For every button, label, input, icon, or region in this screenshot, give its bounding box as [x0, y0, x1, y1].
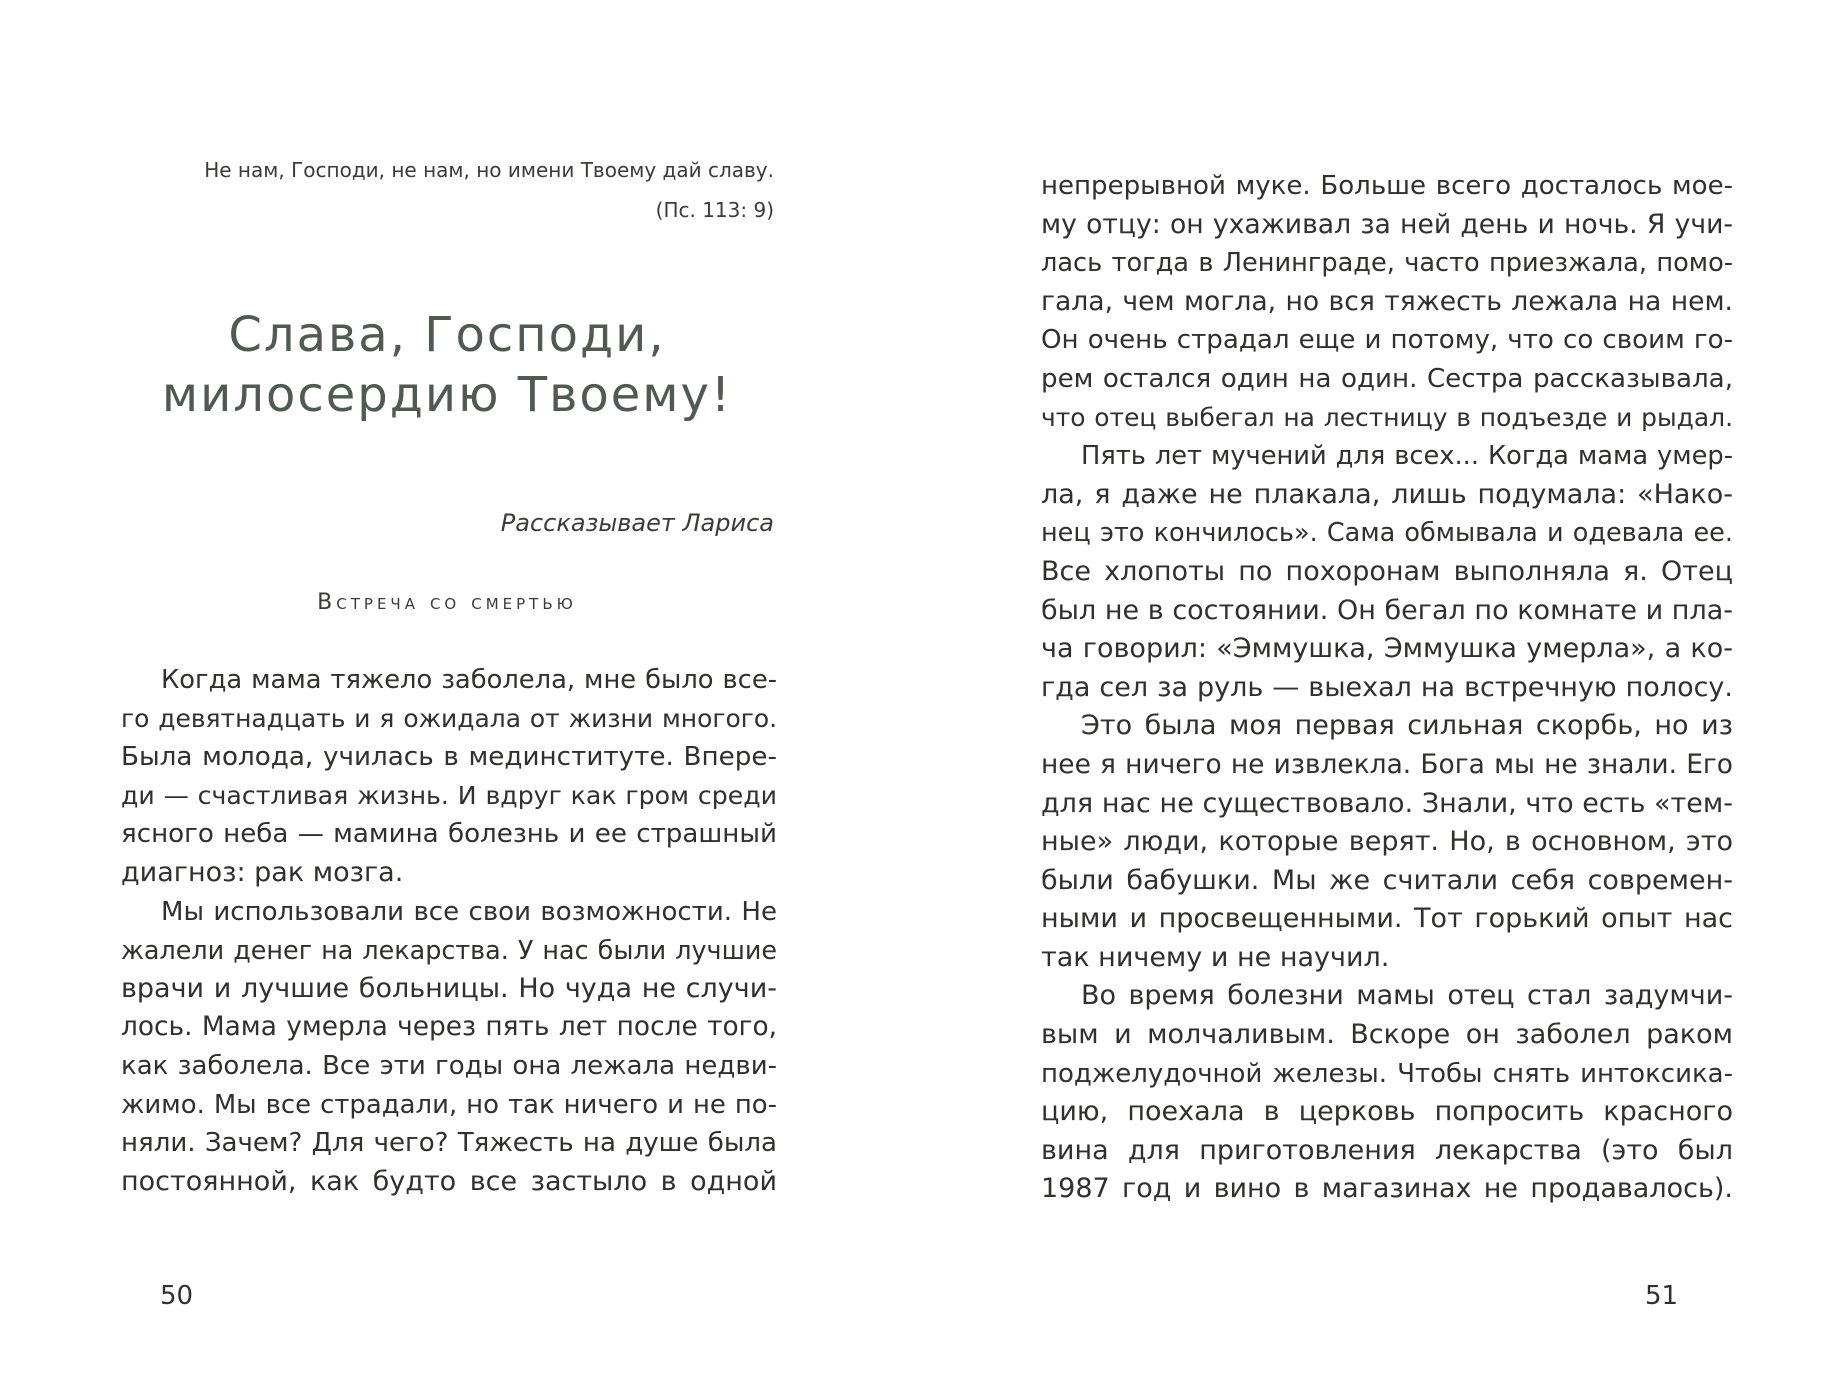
text-line: поджелудочной железы. Чтобы снять интоксика-	[1041, 1058, 1733, 1089]
text-line: Во время болезни мамы отец стал задумчи-	[1081, 980, 1733, 1012]
text-line: ными и просвещенными. Тот горький опыт нас	[1041, 903, 1733, 935]
text-line: диагноз: рак мозга.	[121, 856, 404, 888]
text-line: жимо. Мы все страдали, но так ничего и не по-	[121, 1089, 777, 1120]
text-line: ла, я даже не плакала, лишь подумала: «Нако-	[1041, 478, 1733, 510]
text-line: был не в состоянии. Он бегал по комнате и пла-	[1041, 594, 1733, 626]
text-line: Все хлопоты по похоронам выполняла я. Отец	[1041, 555, 1733, 587]
text-line: му отцу: он ухаживал за ней день и ночь. Я учи-	[1041, 208, 1733, 240]
text-line: нее я ничего не извлекла. Бога мы не знали. Его	[1041, 748, 1733, 780]
right-body-text	[1041, 167, 1733, 1209]
text-line: непрерывной муке. Больше всего досталось мое-	[1041, 171, 1733, 201]
left-body-text	[121, 661, 777, 1201]
page-number: 51	[1645, 1281, 1679, 1311]
section-title: Встреча со смертью	[317, 590, 577, 615]
text-line: нец это кончилось». Сама обмывала и одевала ее.	[1041, 518, 1733, 549]
text-line: 1987 год и вино в магазинах не продавалось).	[1041, 1173, 1733, 1205]
right-page	[911, 0, 1823, 1400]
page-number: 50	[160, 1281, 194, 1311]
text-line: Он очень страдал еще и потому, что со своим го-	[1041, 325, 1733, 356]
narrator-attribution: Рассказывает Лариса	[500, 509, 774, 537]
text-line: как заболела. Все эти годы она лежала недви-	[121, 1050, 777, 1081]
text-line: гда сел за руль — выехал на встречную полосу.	[1041, 671, 1733, 703]
text-line: ясного неба — мамина болезнь и ее страшный	[121, 819, 777, 850]
text-line: гала, чем могла, но вся тяжесть лежала на нем.	[1041, 285, 1733, 317]
text-line: ча говорил: «Эммушка, Эммушка умерла», а ко-	[1041, 633, 1733, 665]
text-line: рем остался один на один. Сестра рассказывала,	[1041, 363, 1733, 394]
text-line: были бабушки. Мы же считали себя современ-	[1041, 864, 1733, 896]
epigraph-quote: Не нам, Господи, не нам, но имени Твоему дай славу.	[204, 158, 774, 182]
text-line: лась тогда в Ленинграде, часто приезжала, помо-	[1041, 248, 1733, 279]
text-line: жалели денег на лекарства. У нас были лучшие	[121, 935, 777, 966]
text-line: Это была моя первая сильная скорбь, но из	[1081, 710, 1733, 742]
left-page	[0, 0, 911, 1400]
chapter-title-line: милосердию Твоему!	[161, 367, 733, 423]
text-line: няли. Зачем? Для чего? Тяжесть на душе была	[121, 1128, 777, 1159]
text-line: что отец выбегал на лестницу в подъезде и рыдал.	[1041, 402, 1733, 432]
text-line: вым и молчаливым. Вскоре он заболел раком	[1041, 1019, 1733, 1051]
text-line: Была молода, училась в мединституте. Впере-	[121, 742, 777, 773]
text-line: го девятнадцать и я ожидала от жизни многого.	[121, 703, 777, 733]
text-line: ди — счастливая жизнь. И вдруг как гром среди	[121, 780, 777, 810]
chapter-title-line: Слава, Господи,	[228, 307, 666, 363]
text-line: Пять лет мучений для всех... Когда мама умер-	[1081, 441, 1733, 472]
text-line: Когда мама тяжело заболела, мне было все-	[161, 665, 777, 695]
text-line: лось. Мама умерла через пять лет после того,	[121, 1011, 777, 1043]
text-line: цию, поехала в церковь попросить красного	[1041, 1096, 1733, 1128]
text-line: для нас не существовало. Знали, что есть «тем-	[1041, 787, 1733, 819]
text-line: ные» люди, которые верят. Но, в основном, это	[1041, 826, 1733, 858]
epigraph-reference: (Пс. 113: 9)	[655, 198, 774, 222]
chapter-title	[120, 305, 774, 425]
text-line: так ничему и не научил.	[1041, 941, 1390, 973]
text-line: Мы использовали все свои возможности. Не	[161, 896, 777, 927]
text-line: врачи и лучшие больницы. Но чуда не случи-	[121, 972, 777, 1004]
text-line: постоянной, как будто все застыло в одной	[121, 1165, 777, 1197]
epigraph	[120, 150, 774, 230]
text-line: вина для приготовления лекарства (это был	[1041, 1134, 1733, 1166]
